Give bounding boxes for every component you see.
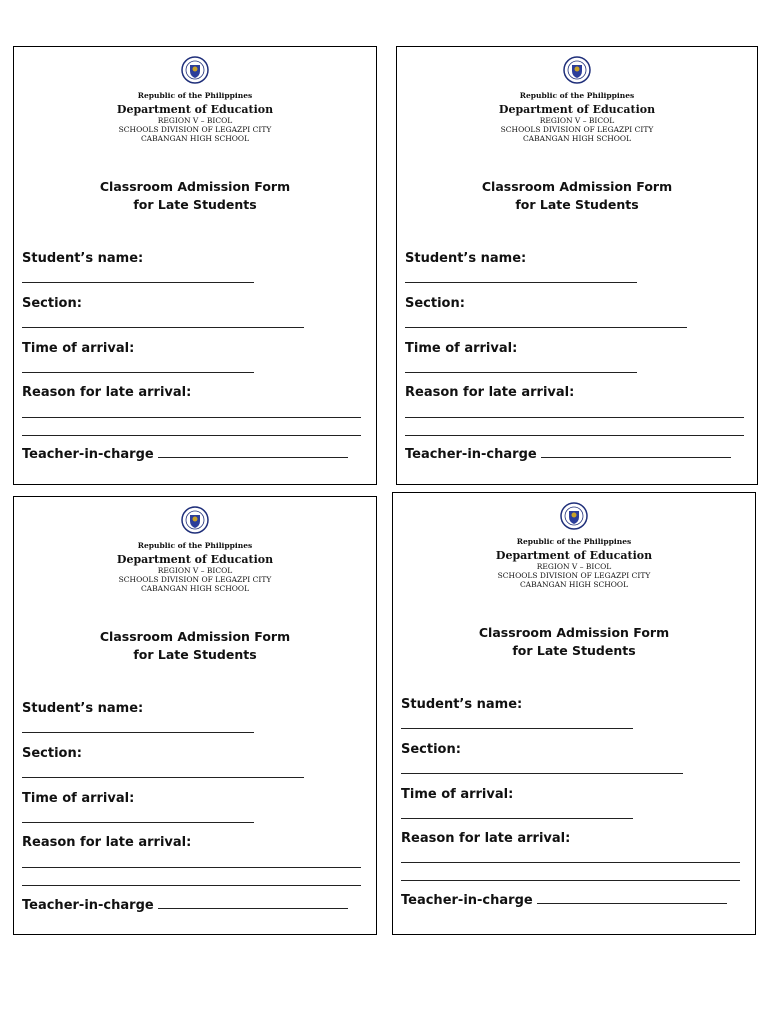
letterhead-region: REGION V – BICOL — [539, 116, 615, 125]
deped-seal-icon — [181, 506, 209, 534]
letterhead-division: SCHOOLS DIVISION OF LEGAZPI CITY — [500, 125, 654, 134]
student-name-field[interactable] — [22, 282, 254, 283]
letterhead-division: SCHOOLS DIVISION OF LEGAZPI CITY — [118, 125, 272, 134]
deped-seal-icon — [560, 502, 588, 530]
reason-label: Reason for late arrival: — [22, 835, 192, 850]
form-title: Classroom Admission Form for Late Students — [99, 629, 291, 662]
reason-field-line-1[interactable] — [22, 867, 361, 868]
teacher-in-charge-field[interactable] — [537, 903, 727, 904]
form-title: Classroom Admission Form for Late Students — [481, 179, 673, 212]
section-label: Section: — [22, 296, 82, 311]
letterhead-department: Department of Education — [498, 103, 656, 116]
time-of-arrival-label: Time of arrival: — [401, 787, 514, 802]
deped-seal-icon — [563, 56, 591, 84]
time-of-arrival-field[interactable] — [405, 372, 637, 373]
student-name-label: Student’s name: — [22, 701, 144, 716]
admission-form — [392, 492, 756, 935]
section-field[interactable] — [405, 327, 687, 328]
admission-form — [13, 496, 377, 935]
section-field[interactable] — [22, 327, 304, 328]
letterhead-republic: Republic of the Philippines — [516, 537, 632, 546]
letterhead-republic: Republic of the Philippines — [137, 91, 253, 100]
teacher-in-charge-field[interactable] — [158, 908, 348, 909]
time-of-arrival-field[interactable] — [22, 372, 254, 373]
time-of-arrival-field[interactable] — [22, 822, 254, 823]
teacher-in-charge-label: Teacher-in-charge — [22, 448, 348, 461]
student-name-label: Student’s name: — [401, 697, 523, 712]
letterhead-division: SCHOOLS DIVISION OF LEGAZPI CITY — [118, 575, 272, 584]
reason-field-line-1[interactable] — [405, 417, 744, 418]
teacher-in-charge-label: Teacher-in-charge — [22, 899, 348, 912]
reason-field-line-2[interactable] — [22, 885, 361, 886]
section-label: Section: — [22, 746, 82, 761]
letterhead-school: CABANGAN HIGH SCHOOL — [522, 134, 632, 143]
letterhead-department: Department of Education — [495, 549, 653, 562]
reason-label: Reason for late arrival: — [22, 385, 192, 400]
letterhead-school: CABANGAN HIGH SCHOOL — [140, 584, 250, 593]
teacher-in-charge-field[interactable] — [541, 457, 731, 458]
reason-field-line-2[interactable] — [401, 880, 740, 881]
student-name-field[interactable] — [401, 728, 633, 729]
teacher-in-charge-field[interactable] — [158, 457, 348, 458]
deped-seal-icon — [181, 56, 209, 84]
reason-field-line-2[interactable] — [22, 435, 361, 436]
letterhead-school: CABANGAN HIGH SCHOOL — [140, 134, 250, 143]
letterhead-school: CABANGAN HIGH SCHOOL — [519, 580, 629, 589]
letterhead-republic: Republic of the Philippines — [519, 91, 635, 100]
student-name-field[interactable] — [22, 732, 254, 733]
reason-field-line-2[interactable] — [405, 435, 744, 436]
section-label: Section: — [401, 742, 461, 757]
letterhead-region: REGION V – BICOL — [157, 566, 233, 575]
form-title: Classroom Admission Form for Late Students — [478, 625, 670, 658]
teacher-in-charge-label: Teacher-in-charge — [401, 894, 727, 907]
admission-form — [13, 46, 377, 485]
section-field[interactable] — [401, 773, 683, 774]
letterhead-region: REGION V – BICOL — [157, 116, 233, 125]
reason-field-line-1[interactable] — [401, 862, 740, 863]
section-label: Section: — [405, 296, 465, 311]
student-name-field[interactable] — [405, 282, 637, 283]
reason-label: Reason for late arrival: — [405, 385, 575, 400]
teacher-in-charge-label: Teacher-in-charge — [405, 448, 731, 461]
letterhead-region: REGION V – BICOL — [536, 562, 612, 571]
time-of-arrival-label: Time of arrival: — [22, 341, 135, 356]
time-of-arrival-label: Time of arrival: — [22, 791, 135, 806]
letterhead-division: SCHOOLS DIVISION OF LEGAZPI CITY — [497, 571, 651, 580]
time-of-arrival-label: Time of arrival: — [405, 341, 518, 356]
section-field[interactable] — [22, 777, 304, 778]
admission-form — [396, 46, 758, 485]
letterhead-department: Department of Education — [116, 553, 274, 566]
time-of-arrival-field[interactable] — [401, 818, 633, 819]
form-title: Classroom Admission Form for Late Students — [99, 179, 291, 212]
reason-field-line-1[interactable] — [22, 417, 361, 418]
letterhead-republic: Republic of the Philippines — [137, 541, 253, 550]
reason-label: Reason for late arrival: — [401, 831, 571, 846]
student-name-label: Student’s name: — [22, 251, 144, 266]
letterhead-department: Department of Education — [116, 103, 274, 116]
student-name-label: Student’s name: — [405, 251, 527, 266]
